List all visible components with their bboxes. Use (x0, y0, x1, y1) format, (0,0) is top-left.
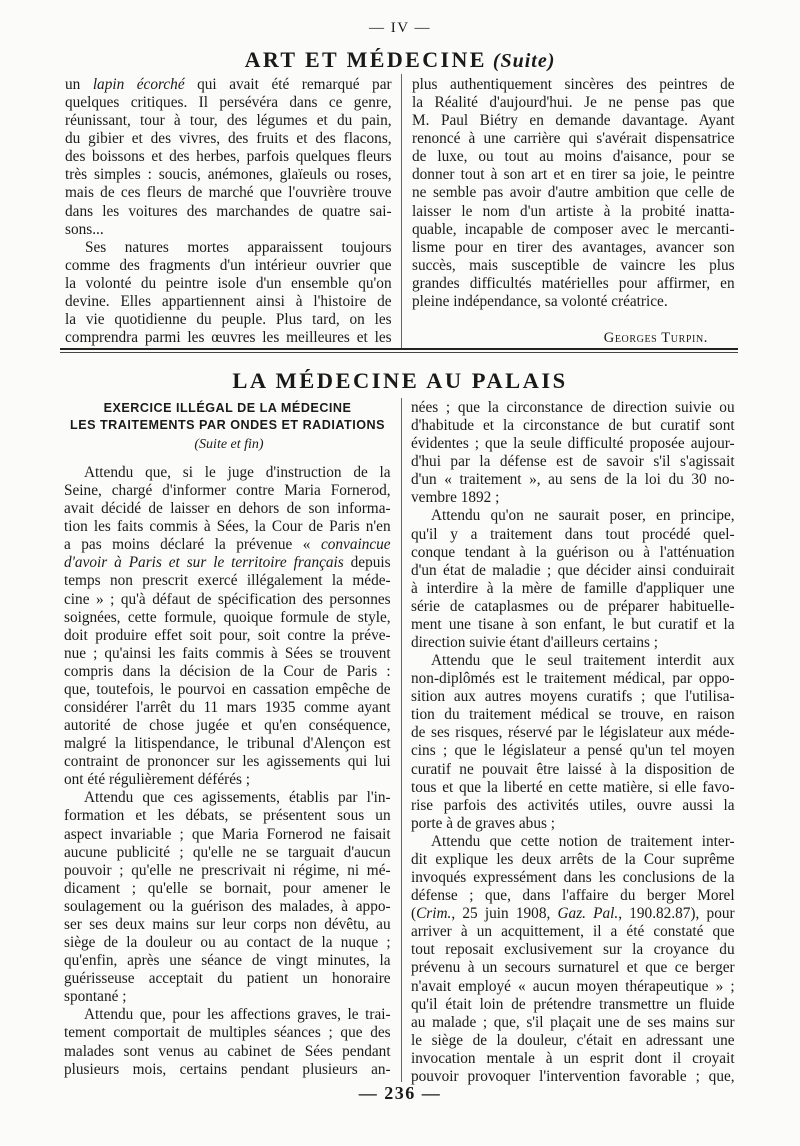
text-line (64, 1006, 391, 1024)
text-line (411, 562, 735, 580)
text-line (411, 399, 735, 417)
text-line (411, 1014, 735, 1032)
line-text: plus authentiquement sincères des peintres de (412, 76, 735, 93)
paragraph (411, 399, 735, 507)
text-line (411, 489, 735, 507)
text-line (64, 789, 391, 807)
text-line (411, 959, 735, 977)
line-text: n'avait employé « aucun moyen thérapeutique » ; (411, 977, 735, 995)
text-line (411, 652, 735, 670)
text-line (64, 464, 391, 482)
text-line (412, 76, 735, 94)
line-text: de ses risques, réservé par le législateur aux méde- (411, 724, 735, 742)
text-line (65, 166, 392, 184)
text-line (64, 1024, 391, 1042)
line-text (65, 76, 392, 93)
text-line (412, 148, 735, 166)
text-line (411, 779, 735, 797)
line-text: vembre 1892 ; (411, 489, 500, 507)
text-segment: depuis (343, 554, 391, 572)
line-text: Attendu que ces agissements, établis par l'in- (84, 789, 391, 807)
text-line (411, 833, 735, 851)
text-line (64, 952, 391, 970)
art-medecine-left-column (65, 76, 392, 347)
line-text: succès, mais susceptible de vaincre les plus (412, 256, 735, 274)
line-text: nées ; que la circonstance de direction suivie ou (411, 399, 735, 416)
text-segment: un (65, 76, 93, 93)
line-text: qu'il était loin de prétendre transmettre un fluide (411, 995, 735, 1013)
text-line (411, 471, 735, 489)
article-subtitle: EXERCICE ILLÉGAL DE LA MÉDECINE (103, 401, 352, 415)
line-text: avait décidé de laisser en dehors de son informa- (64, 500, 391, 518)
line-text: arriver à un acquittement, il a été constaté que (411, 923, 735, 941)
line-text: d'un état de maladie ; que décider ainsi conduirait (411, 561, 735, 579)
paragraph (64, 464, 391, 789)
line-text (64, 554, 391, 571)
article-subtitle-secondary: LES TRAITEMENTS PAR ONDES ET RADIATIONS (70, 418, 385, 432)
paragraph (411, 652, 735, 833)
text-line (411, 978, 735, 996)
line-text: tion les faits commis à Sées, la Cour de Paris n'en (64, 518, 391, 536)
text-line (411, 417, 735, 435)
text-line (412, 94, 735, 112)
text-line (64, 609, 391, 627)
line-text: porte à de graves abus ; (411, 814, 555, 832)
text-line (412, 112, 735, 130)
text-line (411, 507, 735, 525)
line-text: tout reposait exclusivement sur la croyance du (411, 941, 735, 959)
line-text (64, 536, 391, 553)
section-header (0, 46, 800, 74)
line-text: considérer l'arrêt du 11 mars 1935 comme ayant (64, 699, 391, 717)
line-text: prévenu à un secours surnaturel et que ce berger (411, 959, 735, 977)
line-text: nue ; qu'ainsi les faits commis à Sées se trouvent (64, 644, 391, 662)
text-line (411, 688, 735, 706)
line-text: Seine, chargé d'informer contre Maria Fornerod, (64, 482, 391, 500)
line-text: pouvoir provoquer l'intervention favorable ; que, (411, 1067, 735, 1085)
text-line (64, 699, 391, 717)
text-line (411, 544, 735, 562)
line-text: comme des fragments d'un intérieur ouvrier que (65, 256, 392, 274)
text-line (411, 706, 735, 724)
text-line (412, 184, 735, 202)
line-text: défense ; que, dans l'affaire du berger Morel (411, 887, 735, 905)
line-text: que, toutefois, le pourvoi en cassation empêche de (64, 680, 391, 698)
text-line (411, 905, 735, 923)
line-text: soulagement ou la guérison des malades, à appo- (64, 897, 391, 915)
line-text: des boissons et des herbes, parfois quelques fleurs (65, 148, 392, 166)
line-text: devine. Elles appartiennent ainsi à l'histoire de (65, 292, 392, 310)
line-text: malades sont venus au cabinet de Sées pendant (64, 1042, 391, 1060)
line-text: sons... (65, 220, 104, 238)
italic-text: Gaz. Pal. (557, 905, 619, 923)
text-line (65, 148, 392, 166)
text-line (411, 598, 735, 616)
text-line (65, 221, 392, 239)
text-line (411, 616, 735, 634)
text-line (64, 988, 391, 1006)
text-line (411, 526, 735, 544)
paragraph (64, 1006, 391, 1078)
line-text: d'hui par la défense est de savoir s'il s'agissait (411, 453, 735, 471)
line-text: formation et les débats, se présentent sous un (64, 807, 391, 825)
text-line (411, 435, 735, 453)
line-text: mais de ces fleurs de marché que l'ouvrière trouve (65, 184, 392, 202)
text-segment: ( (411, 905, 417, 923)
text-line (64, 554, 391, 572)
text-line (64, 898, 391, 916)
line-text: tement comportait de multiples séances ; que des (64, 1024, 391, 1042)
text-line (411, 887, 735, 905)
text-line (64, 735, 391, 753)
line-text: rise parfois des activités utiles, ouvre aussi la (411, 796, 735, 814)
line-text: au malade ; que, s'il plaçait une de ses mains sur (411, 1013, 735, 1031)
line-text: curatif ne pouvait être laissé à la disposition de (411, 760, 735, 778)
text-line (411, 1032, 735, 1050)
text-line (64, 500, 391, 518)
line-text: la volonté du peintre isole d'un ensemble qu'on (65, 274, 392, 292)
page-number: — 236 — (358, 1083, 442, 1103)
text-line (64, 717, 391, 735)
line-text: plusieurs mois, certains pendant plusieurs an- (64, 1060, 391, 1078)
text-line (65, 130, 392, 148)
roman-folio: — IV — (368, 20, 432, 36)
text-line (64, 916, 391, 934)
author-signature: Georges Turpin. (603, 330, 708, 347)
line-text: Attendu que, pour les affections graves, le trai- (84, 1006, 391, 1024)
paragraph (411, 833, 735, 1086)
text-line (411, 634, 735, 652)
line-text: lisme pour en tirer des avantages, avancer son (412, 238, 735, 256)
text-line (411, 815, 735, 833)
text-line (65, 329, 392, 347)
line-text: Attendu que le seul traitement interdit aux (431, 652, 735, 670)
text-line (411, 797, 735, 815)
line-text: compris dans la décision de la Cour de Paris : (64, 662, 391, 680)
line-text: direction suivie étant d'ailleurs certains ; (411, 634, 658, 652)
line-text: grandes difficultés matérielles pour affirmer, en (412, 274, 735, 292)
text-line (64, 645, 391, 663)
text-line (64, 572, 391, 590)
line-text: quelques critiques. Il persévéra dans ce genre, (65, 94, 392, 112)
text-line (65, 203, 392, 221)
line-text: quable, incapable de composer avec le mercanti- (412, 220, 735, 238)
line-text: pleine indépendance, sa volonté créatrice. (412, 292, 668, 310)
line-text: invoqués expressément dans les conclusions de la (411, 869, 735, 887)
line-text: donner tout à son art et en tirer sa joie, le peintre (412, 166, 735, 184)
text-line (411, 869, 735, 887)
section-title: ART ET MÉDECINE (244, 47, 487, 72)
line-text: contraint de prononcer sur les agissements qui lui (64, 753, 391, 771)
text-line (65, 239, 392, 257)
text-line (412, 293, 735, 311)
text-line (412, 130, 735, 148)
text-line (64, 880, 391, 898)
text-line (64, 1061, 391, 1079)
text-segment: , 25 juin 1908, (451, 905, 558, 923)
line-text: siège de la douleur ou au contact de la nuque ; (64, 934, 391, 952)
line-text: M. Paul Biétry en demande davantage. Ayant (412, 112, 735, 130)
line-text: qu'enfin, après une séance de vingt minutes, la (64, 952, 391, 970)
line-text: pouvoir ; qu'elle ne prescrivait ni régime, ni mé- (64, 861, 391, 879)
line-text: du gibier et des vivres, des fruits et des flacons, (65, 130, 392, 148)
text-line (411, 996, 735, 1014)
text-line (65, 293, 392, 311)
line-text: renoncé à une carrière qui s'avérait dispensatrice (412, 130, 735, 148)
line-text: à interdire à la mère de famille d'appliquer une (411, 579, 735, 597)
text-segment: qui avait été remarqué par (184, 76, 392, 93)
text-line (64, 970, 391, 988)
text-line (411, 761, 735, 779)
line-text: doit produire effet soit pour, soit contre la préve- (64, 626, 391, 644)
text-line (64, 826, 391, 844)
paragraph (65, 76, 392, 239)
line-text: la vie quotidienne du peuple. Plus tard, on les (65, 311, 392, 329)
text-line (411, 670, 735, 688)
line-text: le siège de la douleur, c'était en adressant une (411, 1031, 735, 1049)
line-text: sition aux autres moyens curatifs ; que l'utilisa- (411, 688, 735, 706)
line-text: dicament ; qu'elle se bornait, pour amener le (64, 879, 391, 897)
text-line (64, 862, 391, 880)
line-text: ne semble pas avoir d'autre ambition que celle de (412, 184, 735, 202)
italic-text: d'avoir à Paris et sur le territoire français (64, 554, 344, 572)
text-line (65, 311, 392, 329)
paragraph (412, 76, 735, 311)
text-line (412, 166, 735, 184)
italic-text: Crim. (416, 905, 452, 923)
line-text: très simples : soucis, anémones, glaïeuls ou roses, (65, 166, 392, 184)
line-text: dans les voitures des marchandes de quatre sai- (65, 202, 392, 220)
line-text: dit explique les deux arrêts de la Cour suprême (411, 850, 735, 868)
text-line (412, 257, 735, 275)
line-text: cine » ; qu'à défaut de spécification des personnes (64, 590, 391, 608)
text-line (64, 681, 391, 699)
text-segment: , 190.82.87), pour (618, 905, 735, 923)
line-text: conque tendant à la guérison ou à l'atténuation (411, 543, 735, 561)
paragraph (64, 789, 391, 1006)
line-text: série de cataplasmes ou de préparer habituelle- (411, 597, 735, 615)
palais-left-column (64, 464, 391, 1079)
line-text: évidentes ; que la seule difficulté proposée aujour- (411, 435, 735, 453)
line-text: ment une tisane à son enfant, le but curatif et la (411, 615, 735, 633)
text-line (411, 453, 735, 471)
line-text: Attendu qu'on ne saurait poser, en principe, (431, 507, 735, 525)
line-text: malgré la litispendance, le tribunal d'Alençon est (64, 735, 391, 753)
section-separator-rule (60, 348, 738, 353)
text-line (411, 742, 735, 760)
text-line (65, 184, 392, 202)
line-text: Attendu que, si le juge d'instruction de la (84, 464, 391, 481)
line-text: temps non prescrit exercé illégalement la méde- (64, 572, 391, 590)
line-text: soignées, cette formule, quoique formule de style, (64, 608, 391, 626)
line-text (411, 905, 735, 922)
art-medecine-right-column (412, 76, 735, 347)
column-divider (401, 74, 402, 350)
text-line (64, 1043, 391, 1061)
line-text: invocation mentale à un esprit dont il croyait (411, 1049, 735, 1067)
line-text: spontané ; (64, 988, 127, 1006)
text-line (64, 591, 391, 609)
text-line (65, 257, 392, 275)
text-line (411, 724, 735, 742)
line-text: aucune publicité ; qu'elle ne se targuait d'aucun (64, 843, 391, 861)
italic-text: lapin écorché (92, 76, 185, 93)
text-line (64, 807, 391, 825)
text-line (411, 1050, 735, 1068)
line-text: autorité de chose jugée et qu'en conséquence, (64, 717, 391, 735)
text-line (65, 275, 392, 293)
text-line (65, 94, 392, 112)
line-text: Ses natures mortes apparaissent toujours (85, 238, 392, 256)
section-title-suffix: (Suite) (492, 50, 556, 72)
line-text: ont été régulièrement déférés ; (64, 771, 251, 789)
text-line (64, 627, 391, 645)
line-text: laisser le nom d'un artiste à la probité inatta- (412, 202, 735, 220)
italic-text: convaincue (320, 536, 391, 554)
line-text: Attendu que cette notion de traitement inter- (431, 832, 735, 850)
line-text: réunissant, tour à tour, des légumes et du pain, (65, 112, 392, 130)
text-line (65, 112, 392, 130)
line-text: aspect invariable ; que Maria Fornerod ne faisait (64, 825, 391, 843)
line-text: de luxe, ou tout au moins d'aisance, pour se (412, 148, 735, 166)
line-text: ser ses deux mains sur leur corps non dévêtu, au (64, 915, 391, 933)
text-line (412, 239, 735, 257)
line-text: tous et que la liberté en cette matière, si elle favo- (411, 778, 735, 796)
text-line (64, 518, 391, 536)
line-text: non-diplômés est le traitement médical, par oppo- (411, 670, 735, 688)
text-segment: a pas moins déclaré la prévenue « (64, 536, 321, 554)
line-text: tion du traitement médical se trouve, en raison (411, 706, 735, 724)
line-text: d'un « traitement », au sens de la loi du 30 no- (411, 471, 735, 489)
line-text: qu'il y a traitement dans tout procédé quel- (411, 525, 735, 543)
text-line (412, 221, 735, 239)
text-line (411, 580, 735, 598)
text-line (412, 203, 735, 221)
line-text: d'habitude et la circonstance de but curatif sont (411, 417, 735, 435)
continuation-note: (Suite et fin) (194, 437, 264, 452)
article-title: LA MÉDECINE AU PALAIS (232, 368, 568, 393)
text-line (411, 941, 735, 959)
text-line (411, 851, 735, 869)
text-line (64, 536, 391, 554)
palais-right-column (411, 399, 735, 1086)
text-line (64, 771, 391, 789)
text-line (64, 482, 391, 500)
text-line (64, 934, 391, 952)
paragraph (411, 507, 735, 652)
line-text: cins ; que le législateur a pensé qu'un tel moyen (411, 742, 735, 760)
text-line (64, 753, 391, 771)
paragraph (65, 239, 392, 347)
text-line (65, 76, 392, 94)
text-line (64, 663, 391, 681)
text-line (64, 844, 391, 862)
column-divider (401, 398, 402, 1082)
text-line (412, 275, 735, 293)
text-line (411, 923, 735, 941)
line-text: guérisseuse acceptait du patient un honoraire (64, 970, 391, 988)
line-text: la Réalité d'aujourd'hui. Je ne pense pas que (412, 94, 735, 112)
line-text: comprendra parmi les œuvres les meilleures et les (65, 329, 392, 347)
